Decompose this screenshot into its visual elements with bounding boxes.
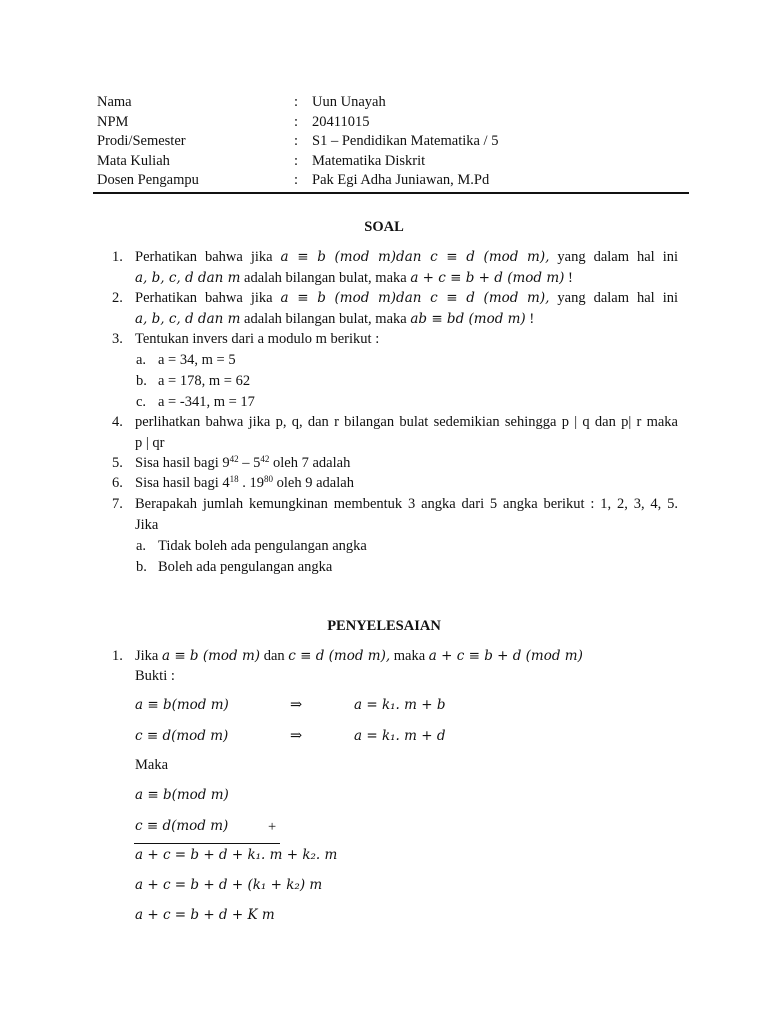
math: a, b, c, d dan m bbox=[135, 310, 241, 327]
math: a + c ≡ b + d (mod m) bbox=[410, 269, 565, 286]
result-line-1: a + c = b + d + k₁. m + k₂. m bbox=[135, 847, 338, 863]
question-number: 7. bbox=[112, 496, 123, 512]
proof-left: c ≡ d(mod m) bbox=[135, 728, 229, 744]
question-line bbox=[135, 268, 678, 289]
solution-statement bbox=[135, 646, 678, 667]
info-colon: : bbox=[294, 133, 299, 149]
math: a, b, c, d dan m bbox=[135, 269, 241, 286]
question-number: 6. bbox=[112, 475, 123, 491]
superscript: 42 bbox=[260, 454, 270, 464]
sub-text: a = 34, m = 5 bbox=[158, 352, 236, 368]
text: adalah bilangan bulat, maka bbox=[244, 269, 407, 286]
info-value: S1 – Pendidikan Matematika / 5 bbox=[312, 133, 499, 149]
question-text bbox=[135, 473, 678, 494]
info-label: Prodi/Semester bbox=[97, 133, 186, 149]
info-colon: : bbox=[294, 94, 299, 110]
bukti-label: Bukti : bbox=[135, 668, 175, 684]
info-label: Mata Kuliah bbox=[97, 152, 170, 169]
text: ! bbox=[529, 310, 535, 327]
text: Jika bbox=[135, 648, 159, 664]
sub-label: a. bbox=[136, 538, 147, 554]
sum-line-1: a ≡ b(mod m) bbox=[135, 787, 229, 803]
text: – 5 bbox=[238, 455, 261, 471]
solution-number: 1. bbox=[112, 648, 123, 664]
text: maka bbox=[393, 648, 426, 664]
info-row-nama bbox=[97, 93, 697, 113]
info-row-mata-kuliah bbox=[97, 152, 697, 172]
sub-text: a = -341, m = 17 bbox=[158, 394, 255, 410]
info-row-prodi bbox=[97, 132, 697, 152]
sum-divider bbox=[134, 843, 280, 844]
question-text bbox=[135, 288, 678, 329]
question-line: perlihatkan bahwa jika p, q, dan r bilangan bulat sedemikian sehingga p | q dan p| r maka bbox=[135, 414, 678, 430]
question-line bbox=[135, 288, 678, 309]
text: . 19 bbox=[238, 475, 265, 491]
question-text bbox=[135, 412, 678, 453]
proof-right: a = k₁. m + d bbox=[354, 728, 446, 744]
question-line: Berapakah jumlah kemungkinan membentuk 3 angka dari 5 angka berikut : 1, 2, 3, 4, 5. bbox=[135, 496, 678, 512]
question-number: 5. bbox=[112, 455, 123, 471]
result-line-3: a + c = b + d + K m bbox=[135, 907, 275, 923]
info-row-npm bbox=[97, 113, 697, 133]
superscript: 80 bbox=[264, 474, 274, 484]
math: a ≡ b (mod m)dan c ≡ d (mod m), bbox=[280, 290, 550, 306]
text: yang dalam hal ini bbox=[557, 249, 678, 265]
question-line: Jika bbox=[135, 516, 159, 533]
proof-left: a ≡ b(mod m) bbox=[135, 697, 229, 713]
maka-label: Maka bbox=[135, 757, 169, 773]
math: ab ≡ bd (mod m) bbox=[410, 310, 526, 327]
info-value: 20411015 bbox=[312, 113, 370, 130]
question-number: 4. bbox=[112, 414, 123, 430]
info-row-dosen bbox=[97, 171, 697, 191]
question-text bbox=[135, 453, 678, 474]
text: yang dalam hal ini bbox=[557, 290, 678, 306]
plus-sign: + bbox=[268, 819, 277, 835]
question-number: 2. bbox=[112, 290, 123, 306]
question-number: 3. bbox=[112, 331, 123, 347]
text: adalah bilangan bulat, maka bbox=[244, 310, 407, 327]
student-info bbox=[97, 93, 697, 191]
result-line-2: a + c = b + d + (k₁ + k₂) m bbox=[135, 877, 323, 893]
soal-heading: SOAL bbox=[364, 219, 404, 235]
sub-label: c. bbox=[136, 394, 147, 410]
sub-text: a = 178, m = 62 bbox=[158, 373, 251, 389]
sub-text: Tidak boleh ada pengulangan angka bbox=[158, 538, 367, 554]
text: Sisa hasil bagi 9 bbox=[135, 455, 230, 471]
info-colon: : bbox=[294, 113, 299, 130]
info-value: Pak Egi Adha Juniawan, M.Pd bbox=[312, 172, 490, 188]
info-colon: : bbox=[294, 172, 299, 188]
info-label: Nama bbox=[97, 94, 132, 110]
penyelesaian-heading: PENYELESAIAN bbox=[327, 618, 441, 634]
text: Perhatikan bahwa jika bbox=[135, 290, 273, 306]
proof-right: a = k₁. m + b bbox=[354, 697, 446, 713]
sub-text: Boleh ada pengulangan angka bbox=[158, 559, 333, 575]
info-colon: : bbox=[294, 152, 299, 169]
text: oleh 9 adalah bbox=[273, 475, 354, 491]
question-number: 1. bbox=[112, 249, 123, 265]
question-text bbox=[135, 247, 678, 288]
text: ! bbox=[568, 269, 573, 286]
question-line: p | qr bbox=[135, 434, 165, 451]
text: oleh 7 adalah bbox=[269, 455, 351, 471]
implies-arrow: ⇒ bbox=[290, 728, 303, 744]
info-value: Matematika Diskrit bbox=[312, 152, 426, 169]
math: a + c ≡ b + d (mod m) bbox=[428, 648, 583, 664]
info-value: Uun Unayah bbox=[312, 94, 386, 110]
sub-label: a. bbox=[136, 352, 147, 368]
sub-label: b. bbox=[136, 559, 147, 575]
question-line bbox=[135, 309, 678, 330]
math: a ≡ b (mod m)dan c ≡ d (mod m), bbox=[280, 249, 550, 265]
question-line bbox=[135, 247, 678, 268]
sub-label: b. bbox=[136, 373, 147, 389]
question-text bbox=[135, 494, 678, 535]
info-label: Dosen Pengampu bbox=[97, 172, 199, 188]
info-label: NPM bbox=[97, 113, 129, 130]
question-text: Tentukan invers dari a modulo m berikut : bbox=[135, 331, 380, 347]
superscript: 42 bbox=[229, 454, 239, 464]
math: a ≡ b (mod m) bbox=[161, 648, 261, 664]
sum-line-2: c ≡ d(mod m) bbox=[135, 818, 229, 834]
text: Perhatikan bahwa jika bbox=[135, 249, 273, 265]
text: dan bbox=[263, 648, 285, 664]
text: Sisa hasil bagi 4 bbox=[135, 475, 230, 491]
superscript: 18 bbox=[229, 474, 239, 484]
header-divider bbox=[93, 192, 689, 194]
math: c ≡ d (mod m), bbox=[288, 648, 391, 664]
implies-arrow: ⇒ bbox=[290, 697, 303, 713]
